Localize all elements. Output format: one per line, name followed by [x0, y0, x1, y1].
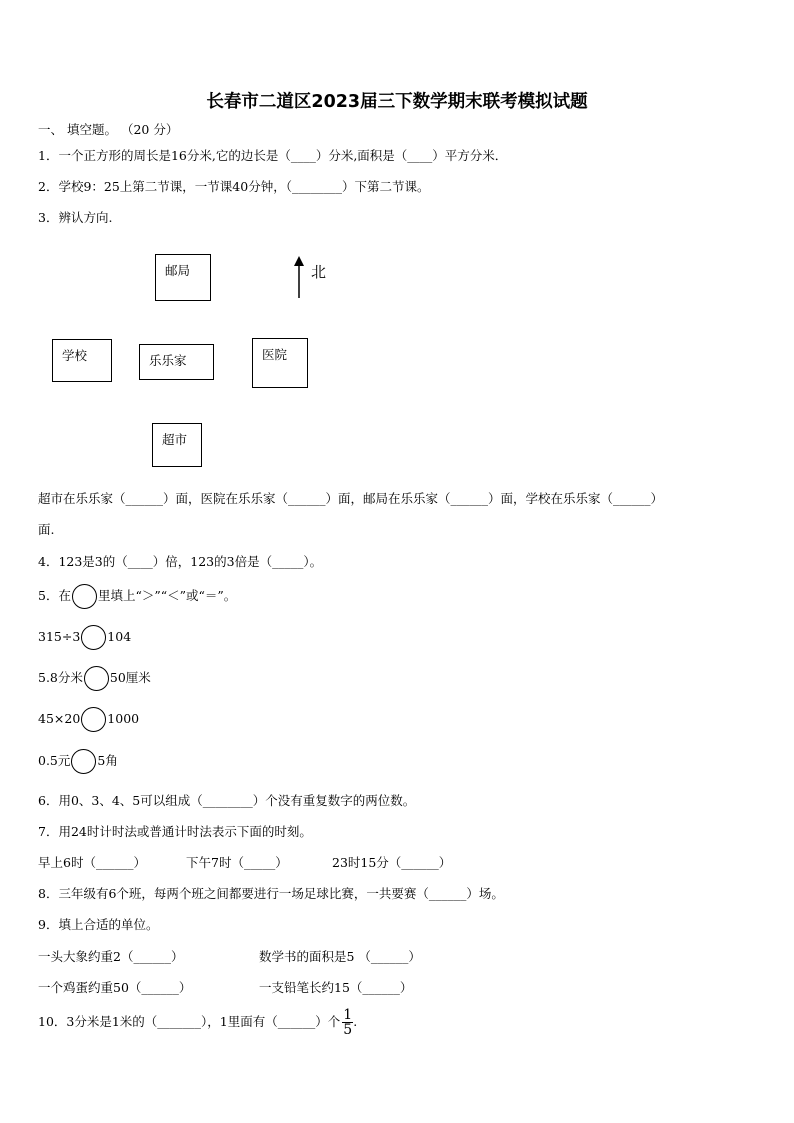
page-title: 长春市二道区2023届三下数学期末联考模拟试题	[206, 92, 588, 112]
question-4: 4．123是3的（____）倍，123的3倍是（_____）。	[38, 554, 323, 569]
question-3-answer-cont: 面.	[38, 522, 55, 537]
compare-circle-icon[interactable]	[71, 749, 96, 774]
time-item: 23时15分（______）	[332, 855, 452, 870]
school-label: 学校	[62, 348, 88, 363]
unit-item: 一个鸡蛋约重50（______）	[38, 980, 192, 995]
post-office-label: 邮局	[165, 263, 191, 278]
time-item: 早上6时（______）	[38, 855, 146, 870]
compare-item: 5.8分米 50厘米	[38, 666, 151, 691]
question-5-post: 里填上“＞”“＜”或“＝”。	[97, 588, 237, 603]
compare-circle-icon[interactable]	[81, 625, 106, 650]
question-8: 8．三年级有6个班，每两个班之间都要进行一场足球比赛，一共要赛（______）场。	[38, 886, 504, 901]
question-5	[38, 584, 236, 609]
compare-circle-icon[interactable]	[81, 707, 106, 732]
unit-item: 数学书的面积是5 （______）	[259, 949, 421, 964]
lele-home-box	[139, 344, 214, 380]
unit-item: 一支铅笔长约15（______）	[259, 980, 413, 995]
question-10-text: 10．3分米是1米的（_______），1里面有（______）个	[38, 1014, 341, 1029]
question-2: 2．学校9：25上第二节课，一节课40分钟，（________）下第二节课。	[38, 179, 430, 194]
section-heading: 一、 填空题。 （20 分）	[38, 122, 179, 137]
compare-circle-icon	[72, 584, 97, 609]
question-3: 3．辨认方向.	[38, 210, 113, 225]
lele-home-label: 乐乐家	[149, 353, 187, 368]
question-5-pre: 5．在	[38, 588, 71, 603]
question-6: 6．用0、3、4、5可以组成（________）个没有重复数字的两位数。	[38, 793, 416, 808]
unit-item: 一头大象约重2（______）	[38, 949, 184, 964]
question-7: 7．用24时计时法或普通计时法表示下面的时刻。	[38, 824, 312, 839]
question-3-answer: 超市在乐乐家（______）面，医院在乐乐家（______）面，邮局在乐乐家（______）面，学校在乐乐家（______）	[38, 491, 664, 506]
compare-circle-icon[interactable]	[84, 666, 109, 691]
north-label: 北	[311, 263, 327, 281]
hospital-box	[252, 338, 308, 388]
supermarket-box	[152, 423, 202, 467]
question-1: 1．一个正方形的周长是16分米,它的边长是（____）分米,面积是（____）平方分米．	[38, 148, 508, 163]
time-item: 下午7时（_____）	[186, 855, 288, 870]
post-office-box	[155, 254, 211, 301]
question-10: 10．3分米是1米的（_______），1里面有（______）个 $\frac{1}{5}$ .	[38, 1007, 358, 1038]
compare-item: 315÷3 104	[38, 625, 131, 650]
question-9: 9．填上合适的单位。	[38, 917, 159, 932]
supermarket-label: 超市	[162, 432, 188, 447]
north-arrow-icon	[290, 254, 310, 300]
compare-item: 0.5元 5角	[38, 749, 118, 774]
school-box	[52, 339, 112, 382]
hospital-label: 医院	[262, 347, 288, 362]
compare-item: 45×20 1000	[38, 707, 139, 732]
fraction: $\frac{1}{5}$	[343, 1007, 353, 1038]
